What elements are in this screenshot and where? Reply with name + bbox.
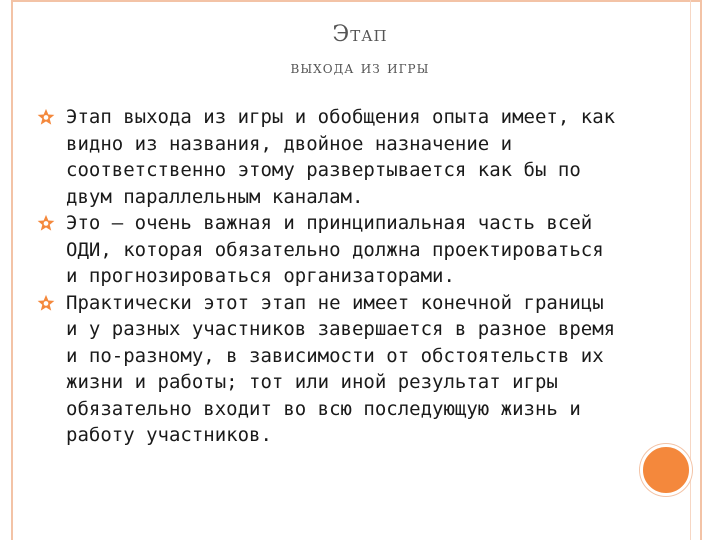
star-bullet-icon — [37, 108, 55, 126]
orange-circle-decoration — [640, 444, 692, 496]
slide-title-line2: выхода из игры — [290, 58, 430, 78]
star-bullet-icon — [37, 294, 55, 312]
bullet-text-2: Это – очень важная и принципиальная часть всей ОДИ, которая обязательно должна проектироваться и прогнозироваться организаторами. — [66, 212, 604, 287]
frame-top-line — [11, 0, 702, 2]
bullet-item-1 — [36, 104, 616, 210]
slide-title-line1: Этап — [332, 22, 388, 47]
bullet-text-1: Этап выхода из игры и обобщения опыта имеет, как видно из названия, двойное назначение и соответственно этому развертывается как бы по двум параллельным каналам. — [66, 106, 616, 208]
star-bullet-icon — [37, 214, 55, 232]
bullet-item-2 — [36, 210, 616, 290]
bullet-text-3: Практически этот этап не имеет конечной границы и у разных участников завершается в разное время и по-разному, в зависимости от обстоятельств их жизни и работы; тот или иной результат игры обязательно входит во всю последующую жизнь и работу участников. — [66, 291, 616, 446]
bullet-list — [36, 104, 616, 449]
slide-title — [0, 20, 720, 86]
bullet-item-3 — [36, 290, 616, 449]
